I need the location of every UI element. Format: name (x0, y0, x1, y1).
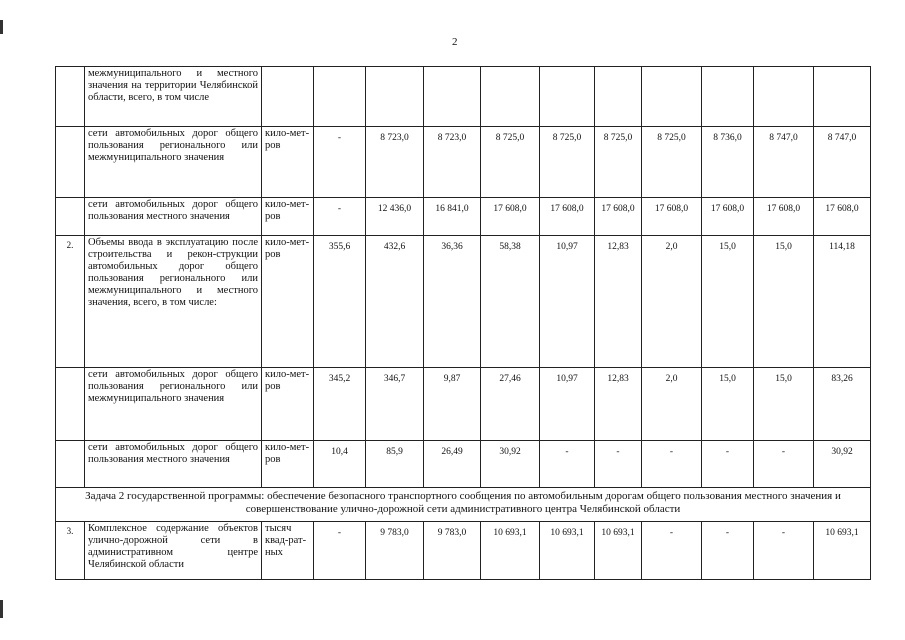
value-cell: 12,83 (595, 368, 642, 441)
value-cell (642, 67, 702, 127)
value-cell: 10,97 (540, 236, 595, 368)
value-cell: 8 723,0 (424, 127, 481, 198)
value-cell: 12,83 (595, 236, 642, 368)
value-cell (595, 67, 642, 127)
indicators-table (55, 66, 871, 580)
value-cell (702, 67, 754, 127)
table-row (56, 488, 871, 522)
value-cell: 8 736,0 (702, 127, 754, 198)
value-cell: 9 783,0 (424, 522, 481, 580)
value-cell: 83,26 (814, 368, 871, 441)
value-cell: 432,6 (366, 236, 424, 368)
row-number (56, 441, 85, 488)
value-cell: 10 693,1 (481, 522, 540, 580)
value-cell: 17 608,0 (642, 198, 702, 236)
value-cell: 36,36 (424, 236, 481, 368)
row-number: 3. (56, 522, 85, 580)
value-cell: 17 608,0 (595, 198, 642, 236)
value-cell: 8 725,0 (540, 127, 595, 198)
row-number (56, 127, 85, 198)
value-cell: 12 436,0 (366, 198, 424, 236)
value-cell: 346,7 (366, 368, 424, 441)
table-row (56, 236, 871, 368)
value-cell (314, 67, 366, 127)
value-cell: - (642, 441, 702, 488)
value-cell: 114,18 (814, 236, 871, 368)
value-cell: - (642, 522, 702, 580)
value-cell: 26,49 (424, 441, 481, 488)
value-cell: - (314, 127, 366, 198)
value-cell: 85,9 (366, 441, 424, 488)
value-cell: 8 747,0 (754, 127, 814, 198)
value-cell: 8 725,0 (595, 127, 642, 198)
row-number (56, 368, 85, 441)
value-cell: 30,92 (814, 441, 871, 488)
value-cell: - (702, 522, 754, 580)
value-cell (814, 67, 871, 127)
value-cell: 345,2 (314, 368, 366, 441)
page-number: 2 (452, 36, 458, 48)
value-cell: 16 841,0 (424, 198, 481, 236)
unit-cell (262, 67, 314, 127)
unit-cell: тысяч квад-рат-ных (262, 522, 314, 580)
scan-edge-mark (0, 20, 3, 34)
table-row (56, 522, 871, 580)
value-cell: 17 608,0 (814, 198, 871, 236)
value-cell: 2,0 (642, 236, 702, 368)
value-cell: 8 725,0 (481, 127, 540, 198)
table-row (56, 127, 871, 198)
value-cell: 15,0 (754, 368, 814, 441)
indicator-name: сети автомобильных дорог общего пользования местного значения (85, 198, 262, 236)
value-cell (366, 67, 424, 127)
value-cell: - (754, 441, 814, 488)
value-cell: 10,4 (314, 441, 366, 488)
value-cell: 15,0 (702, 236, 754, 368)
value-cell: 8 747,0 (814, 127, 871, 198)
table-row (56, 67, 871, 127)
indicator-name: сети автомобильных дорог общего пользования регионального или межмуниципального значения (85, 127, 262, 198)
value-cell: - (702, 441, 754, 488)
value-cell: 9,87 (424, 368, 481, 441)
unit-cell: кило-мет-ров (262, 127, 314, 198)
value-cell: 27,46 (481, 368, 540, 441)
value-cell: 10,97 (540, 368, 595, 441)
value-cell: 10 693,1 (595, 522, 642, 580)
unit-cell: кило-мет-ров (262, 236, 314, 368)
value-cell: 15,0 (702, 368, 754, 441)
value-cell: 8 723,0 (366, 127, 424, 198)
table-row (56, 198, 871, 236)
value-cell: 17 608,0 (754, 198, 814, 236)
unit-cell: кило-мет-ров (262, 368, 314, 441)
value-cell: - (314, 522, 366, 580)
value-cell: 2,0 (642, 368, 702, 441)
value-cell: 58,38 (481, 236, 540, 368)
value-cell (540, 67, 595, 127)
value-cell: 17 608,0 (540, 198, 595, 236)
value-cell: 30,92 (481, 441, 540, 488)
indicator-name: сети автомобильных дорог общего пользования местного значения (85, 441, 262, 488)
indicator-name: Объемы ввода в эксплуатацию после строительства и рекон-струкции автомобильных дорог общего пользования регионального или межмуниципального и местного значения, всего, в том числе: (85, 236, 262, 368)
value-cell: - (595, 441, 642, 488)
value-cell (424, 67, 481, 127)
value-cell: 10 693,1 (540, 522, 595, 580)
value-cell: 8 725,0 (642, 127, 702, 198)
value-cell: 355,6 (314, 236, 366, 368)
unit-cell: кило-мет-ров (262, 441, 314, 488)
value-cell: 17 608,0 (702, 198, 754, 236)
value-cell: 10 693,1 (814, 522, 871, 580)
scan-edge-mark (0, 600, 3, 618)
value-cell: 9 783,0 (366, 522, 424, 580)
table-row (56, 368, 871, 441)
indicator-name: Комплексное содержание объектов улично-дорожной сети в административном центре Челябинской области (85, 522, 262, 580)
task-header: Задача 2 государственной программы: обеспечение безопасного транспортного сообщения по автомобильным дорогам общего пользования местного значения и совершенствование улично-дорожной сети административного центра Челябинской области (56, 488, 871, 522)
row-number (56, 198, 85, 236)
table-row (56, 441, 871, 488)
value-cell: - (314, 198, 366, 236)
row-number (56, 67, 85, 127)
row-number: 2. (56, 236, 85, 368)
value-cell (481, 67, 540, 127)
value-cell (754, 67, 814, 127)
value-cell: 15,0 (754, 236, 814, 368)
indicator-name: сети автомобильных дорог общего пользования регионального или межмуниципального значения (85, 368, 262, 441)
value-cell: - (754, 522, 814, 580)
value-cell: 17 608,0 (481, 198, 540, 236)
unit-cell: кило-мет-ров (262, 198, 314, 236)
indicator-name: межмуниципального и местного значения на территории Челябинской области, всего, в том числе (85, 67, 262, 127)
value-cell: - (540, 441, 595, 488)
